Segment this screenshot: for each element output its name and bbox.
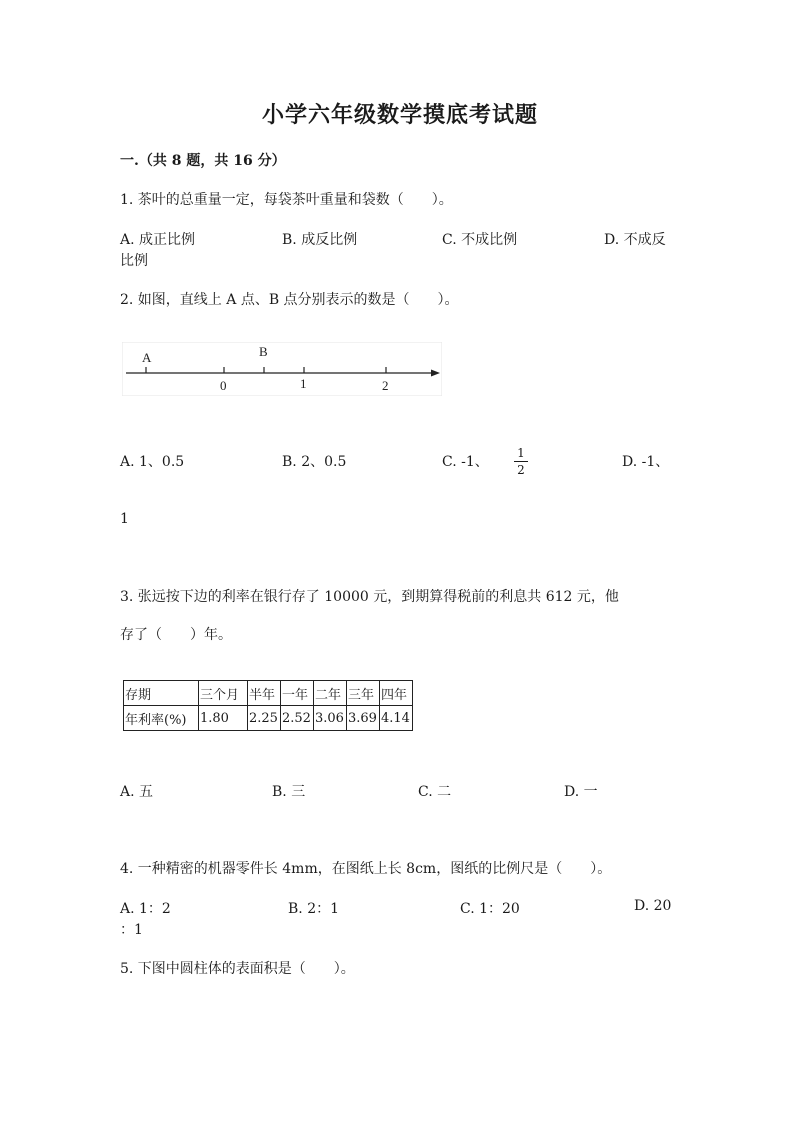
table-cell: 三个月 xyxy=(199,681,248,706)
section-heading: 一.（共 8 题，共 16 分） xyxy=(120,153,286,169)
table-cell: 年利率(%) xyxy=(124,706,199,731)
q1-option-b: B. 成反比例 xyxy=(282,232,358,248)
table-row xyxy=(124,706,413,731)
table-cell: 一年 xyxy=(281,681,314,706)
number-line-figure xyxy=(122,342,442,396)
table-cell: 四年 xyxy=(380,681,413,706)
q2-option-d-continued: 1 xyxy=(120,511,129,527)
question-5-text: 5. 下图中圆柱体的表面积是（ ）。 xyxy=(120,961,355,977)
tick-label-2: 2 xyxy=(382,378,389,393)
table-cell: 3.69 xyxy=(347,706,380,731)
table-cell: 存期 xyxy=(124,681,199,706)
q1-option-d-continued: 比例 xyxy=(120,253,148,269)
q4-option-a: A. 1：2 xyxy=(120,901,171,917)
q3-option-c: C. 二 xyxy=(418,784,452,800)
q3-option-b: B. 三 xyxy=(272,784,306,800)
tick-label-1: 1 xyxy=(300,376,307,391)
q4-option-d-continued: ：1 xyxy=(120,922,143,938)
question-2-text: 2. 如图，直线上 A 点、B 点分别表示的数是（ ）。 xyxy=(120,292,459,308)
q3-option-a: A. 五 xyxy=(120,784,154,800)
q4-option-d: D. 20 xyxy=(634,898,672,914)
question-1-text: 1. 茶叶的总重量一定，每袋茶叶重量和袋数（ ）。 xyxy=(120,192,453,208)
q2-option-b: B. 2、0.5 xyxy=(282,454,347,470)
tick-label-0: 0 xyxy=(220,378,227,393)
page-title: 小学六年级数学摸底考试题 xyxy=(261,102,538,128)
q3-option-d: D. 一 xyxy=(564,784,598,800)
q2-option-d: D. -1、 xyxy=(622,454,670,470)
table-header-row xyxy=(124,681,413,706)
question-3-text-continued: 存了（ ）年。 xyxy=(120,627,232,643)
question-3-text: 3. 张远按下边的利率在银行存了 10000 元，到期算得税前的利息共 612 元，他 xyxy=(120,589,619,605)
point-b-label: B xyxy=(259,344,268,359)
q1-option-d: D. 不成反 xyxy=(604,232,666,248)
q2-option-c: C. -1、 xyxy=(442,454,489,470)
q1-option-a: A. 成正比例 xyxy=(120,232,196,248)
interest-rate-table xyxy=(123,680,413,731)
q4-option-c: C. 1：20 xyxy=(460,901,520,917)
table-cell: 4.14 xyxy=(380,706,413,731)
fraction-denominator: 2 xyxy=(517,463,525,477)
point-a-label: A xyxy=(142,350,152,365)
table-cell: 半年 xyxy=(248,681,281,706)
q4-option-b: B. 2：1 xyxy=(288,901,340,917)
question-4-text: 4. 一种精密的机器零件长 4mm，在图纸上长 8cm，图纸的比例尺是（ ）。 xyxy=(120,861,612,877)
table-cell: 1.80 xyxy=(199,706,248,731)
table-cell: 2.25 xyxy=(248,706,281,731)
q2-option-c-fraction xyxy=(514,446,528,477)
q1-option-c: C. 不成比例 xyxy=(442,232,518,248)
fraction-numerator: 1 xyxy=(517,446,525,460)
table-cell: 3.06 xyxy=(314,706,347,731)
table-cell: 二年 xyxy=(314,681,347,706)
table-cell: 2.52 xyxy=(281,706,314,731)
q2-option-a: A. 1、0.5 xyxy=(120,454,185,470)
table-cell: 三年 xyxy=(347,681,380,706)
